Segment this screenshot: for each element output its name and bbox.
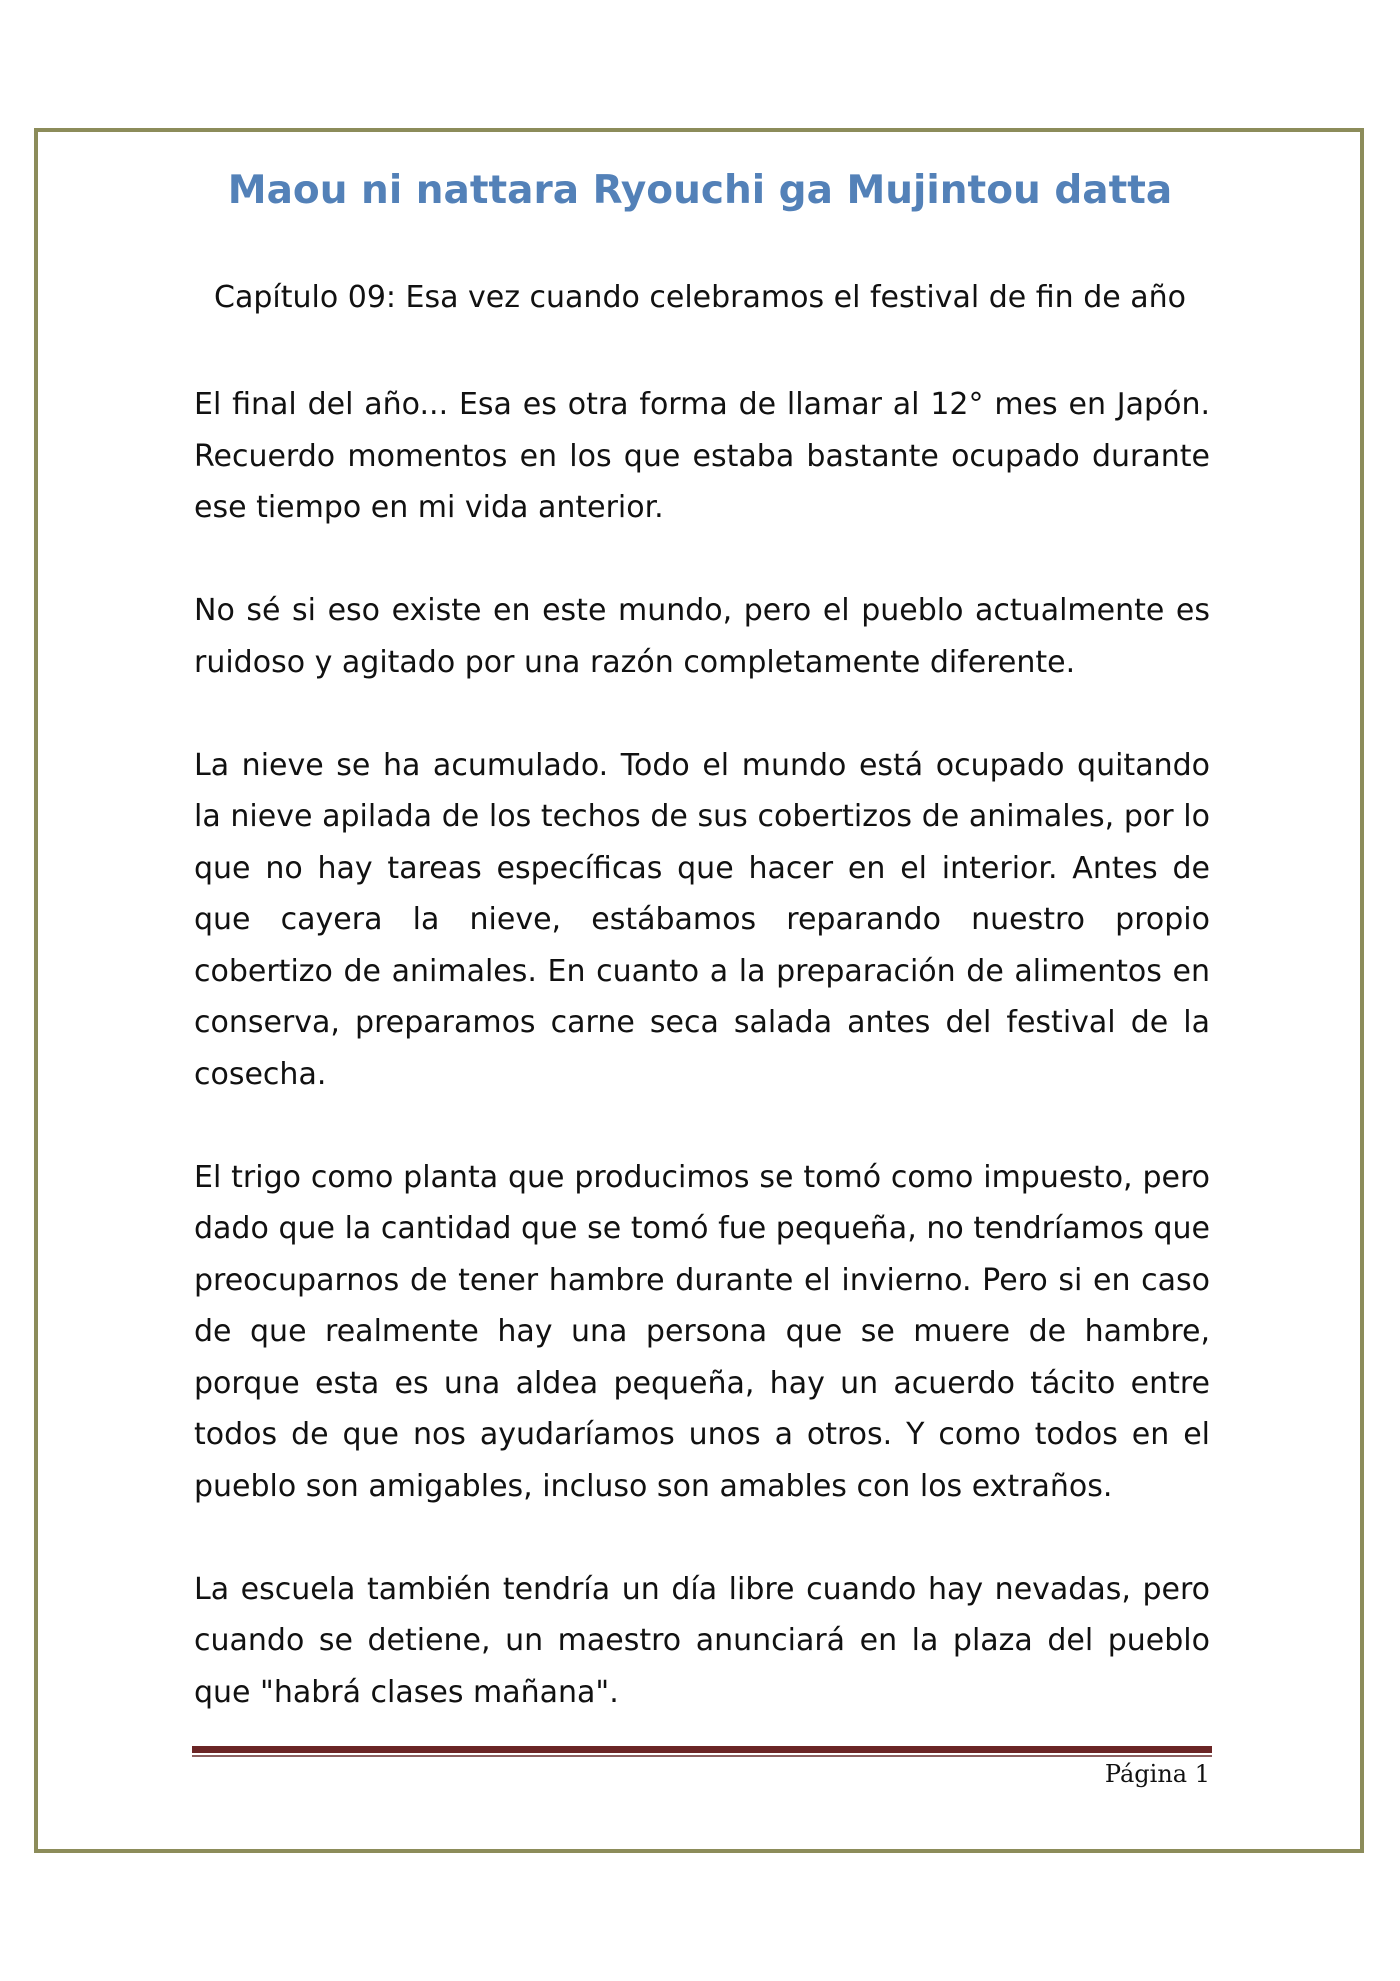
page-number: Página 1	[1104, 1760, 1210, 1788]
paragraph: La nieve se ha acumulado. Todo el mundo está ocupado quitando la nieve apilada de los techos de sus cobertizos de animales, por lo que no hay tareas específicas que hacer en el interior. Antes de que cayera la nieve, estábamos reparando nuestro propio cobertizo de animales. En cuanto a la preparación de alimentos en conserva, preparamos carne seca salada antes del festival de la cosecha.	[194, 747, 1210, 1092]
body-text	[194, 379, 1210, 1770]
paragraph: El trigo como planta que producimos se tomó como impuesto, pero dado que la cantidad que se tomó fue pequeña, no tendríamos que preocuparnos de tener hambre durante el invierno. Pero si en caso de que realmente hay una persona que se muere de hambre, porque esta es una aldea pequeña, hay un acuerdo tácito entre todos de que nos ayudaríamos unos a otros. Y como todos en el pueblo son amigables, incluso son amables con los extraños.	[194, 1159, 1210, 1504]
footer-rule	[192, 1746, 1212, 1753]
paragraph: No sé si eso existe en este mundo, pero el pueblo actualmente es ruidoso y agitado por una razón completamente diferente.	[194, 593, 1210, 680]
paragraph: El final del año... Esa es otra forma de llamar al 12° mes en Japón. Recuerdo momentos en los que estaba bastante ocupado durante ese tiempo en mi vida anterior.	[194, 387, 1210, 525]
paragraph: La escuela también tendría un día libre cuando hay nevadas, pero cuando se detiene, un maestro anunciará en la plaza del pueblo que "habrá clases mañana".	[194, 1571, 1210, 1710]
chapter-title: Capítulo 09: Esa vez cuando celebramos el festival de fin de año	[214, 280, 1186, 315]
footer-rule-thin	[192, 1755, 1212, 1757]
document-title: Maou ni nattara Ryouchi ga Mujintou datta	[227, 168, 1173, 213]
